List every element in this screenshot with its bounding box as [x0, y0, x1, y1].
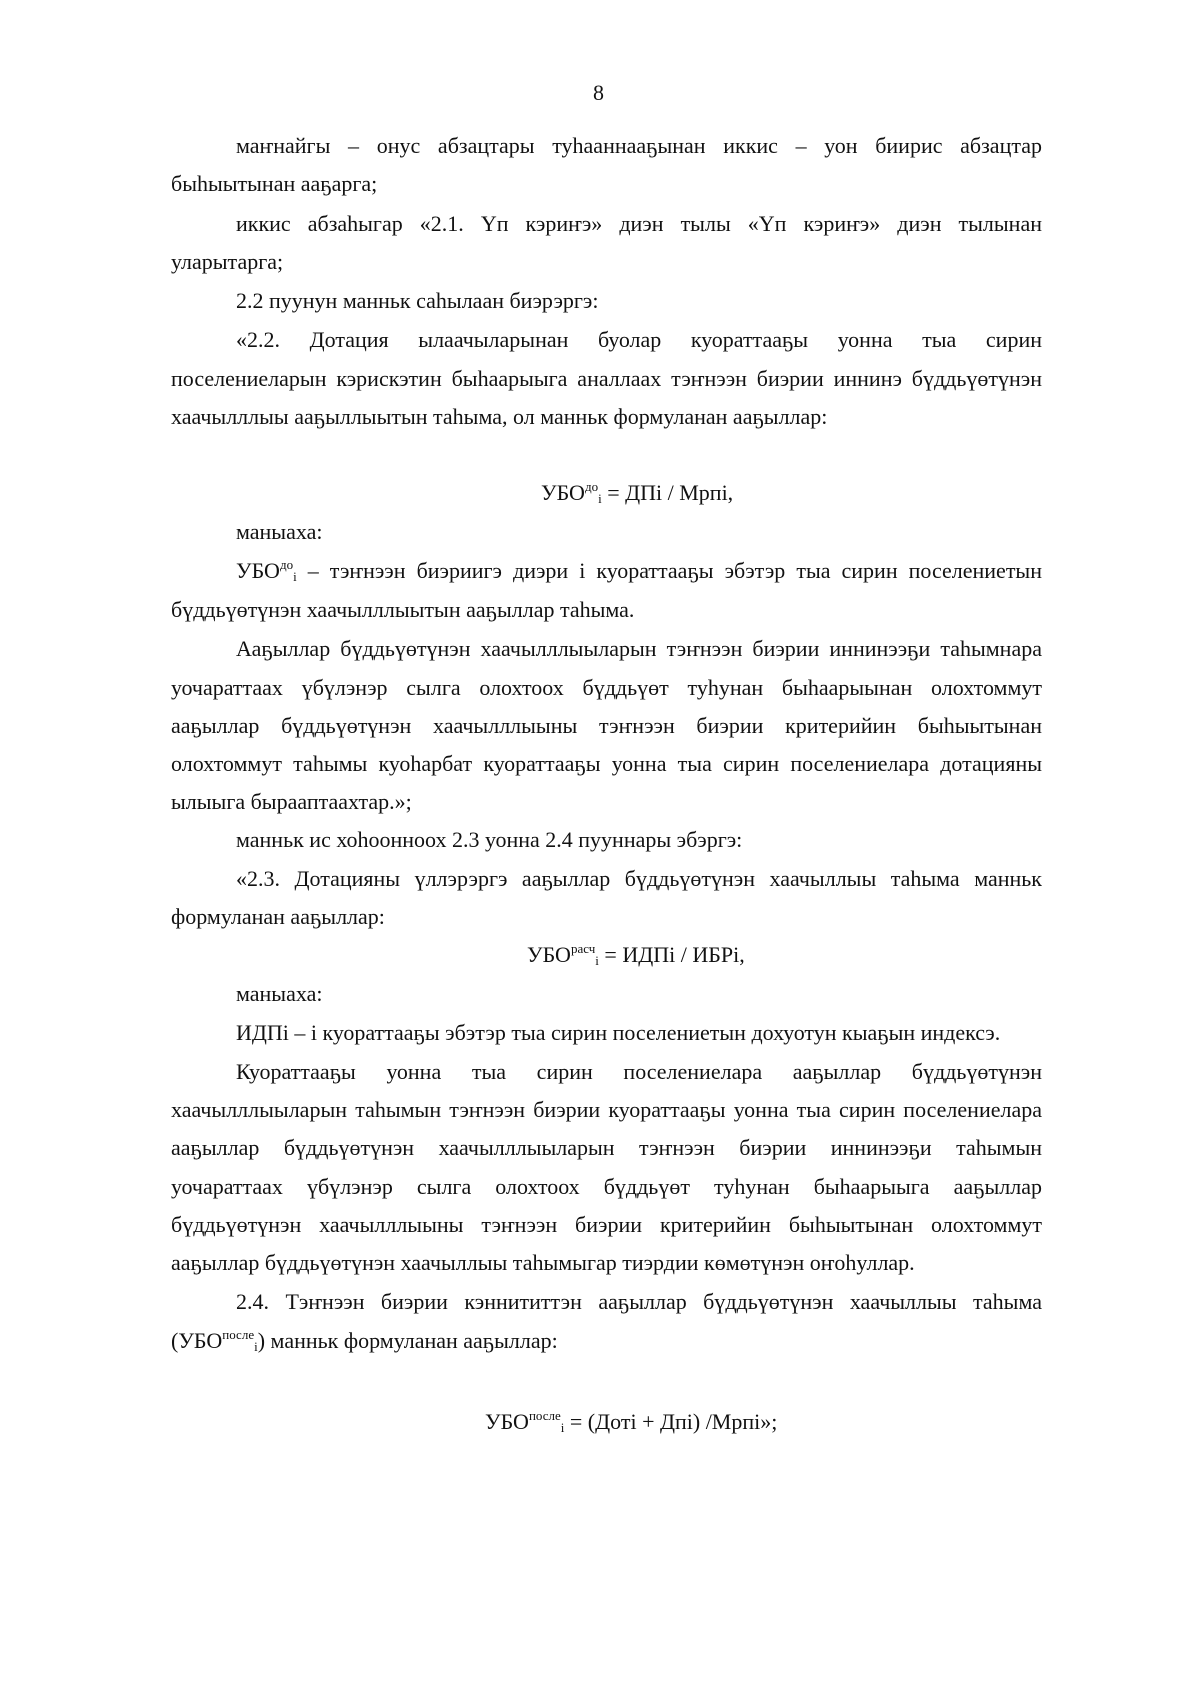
paragraph-line: иккис абзаһыгар «2.1. Үп кэриҥэ» диэн тылы «Үп кэриҥэ» диэн тылынан: [236, 211, 1042, 236]
formula-ubo-before: $УБО^{до}_i$ = ДПi / Мрпi,: [541, 479, 734, 506]
inline-term-ubo-after: ($УБО^{после}_i$: [171, 1327, 258, 1354]
paragraph-line: «2.3. Дотацияны үллэрэргэ ааҕыллар бүддьүөтүнэн хаачыллыы таһыма манньк: [236, 866, 1042, 891]
formula-ubo-calc: $УБО^{расч}_i$ = ИДПi / ИБРi,: [527, 941, 745, 968]
paragraph-line: бүддьүөтүнэн хаачылллыыны тэҥнээн биэрии критерийин быһыытынан олохтоммут: [171, 1212, 1042, 1237]
paragraph-line: ааҕыллар бүддьүөтүнэн хаачыллыы таһымыгар тиэрдии көмөтүнэн оҥоһуллар.: [171, 1250, 915, 1275]
inline-term-ubo-before: $УБО^{до}_i$: [236, 557, 297, 584]
paragraph-line: $УБО^{до}_i$ – тэҥнээн биэриигэ диэри i куораттааҕы эбэтэр тыа сирин поселениетын: [236, 557, 1042, 584]
paragraph-line: маҥнайгы – онус абзацтары туһааннааҕынан иккис – уон биирис абзацтар: [236, 133, 1042, 158]
paragraph-line: ааҕыллар бүддьүөтүнэн хаачылллыыларын тэҥнээн биэрии иннинээҕи таһымын: [171, 1135, 1042, 1160]
paragraph-line: ИДПi – i куораттааҕы эбэтэр тыа сирин поселениетын дохуотун кыаҕын индексэ.: [236, 1020, 1001, 1045]
paragraph-line: уларытарга;: [171, 249, 284, 274]
formula-ubo-after: $УБО^{после}_i$ = (Дотi + Дпi) /Мрпi»;: [485, 1408, 778, 1435]
paragraph-line: ылыыга бырааптаахтар.»;: [171, 789, 412, 814]
paragraph-line: маныаха:: [236, 981, 323, 1006]
paragraph-line: Куораттааҕы уонна тыа сирин поселениелара ааҕыллар бүддьүөтүнэн: [236, 1059, 1042, 1084]
paragraph-line: хаачылллыыларын таһымын тэҥнээн биэрии куораттааҕы уонна тыа сирин поселениелара: [171, 1097, 1042, 1122]
paragraph-line: уочараттаах үбүлэнэр сылга олохтоох бүддьүөт туһунан быһаарыыга ааҕыллар: [171, 1174, 1042, 1199]
paragraph-line: маныаха:: [236, 519, 323, 544]
paragraph-line: быһыытынан ааҕарга;: [171, 171, 378, 196]
paragraph-line: манньк ис хоһоонноох 2.3 уонна 2.4 пууннары эбэргэ:: [236, 827, 743, 852]
paragraph-line: ааҕыллар бүддьүөтүнэн хаачылллыыны тэҥнээн биэрии критерийин быһыытынан: [171, 713, 1042, 738]
paragraph-line: 2.4. Тэҥнээн биэрии кэннититтэн ааҕыллар бүддьүөтүнэн хаачыллыы таһыма: [236, 1289, 1042, 1314]
paragraph-line: уочараттаах үбүлэнэр сылга олохтоох бүддьүөт туһунан быһаарыынан олохтоммут: [171, 675, 1042, 700]
paragraph-line: формуланан ааҕыллар:: [171, 904, 385, 929]
paragraph-line: «2.2. Дотация ылаачыларынан буолар куораттааҕы уонна тыа сирин: [236, 327, 1042, 352]
paragraph-line: олохтоммут таһымы куоһарбат куораттааҕы уонна тыа сирин поселениелара дотацияны: [171, 751, 1042, 776]
page-number: 8: [593, 80, 604, 105]
paragraph-line: $(УБО^{после}_i)$ манньк формуланан ааҕыллар:: [171, 1327, 558, 1354]
paragraph-line: Ааҕыллар бүддьүөтүнэн хаачылллыыларын тэҥнээн биэрии иннинээҕи таһымнара: [236, 636, 1042, 661]
paragraph-line: поселениеларын кэрискэтин быһаарыыга аналлаах тэҥнээн биэрии иннинэ бүддьүөтүнэн: [171, 366, 1042, 391]
paragraph-line: хаачылллыы ааҕыллыытын таһыма, ол манньк формуланан ааҕыллар:: [171, 404, 828, 429]
paragraph-line: бүддьүөтүнэн хаачылллыытын ааҕыллар таһыма.: [171, 597, 635, 622]
paragraph-line: 2.2 пуунун манньк саһылаан биэрэргэ:: [236, 288, 599, 313]
